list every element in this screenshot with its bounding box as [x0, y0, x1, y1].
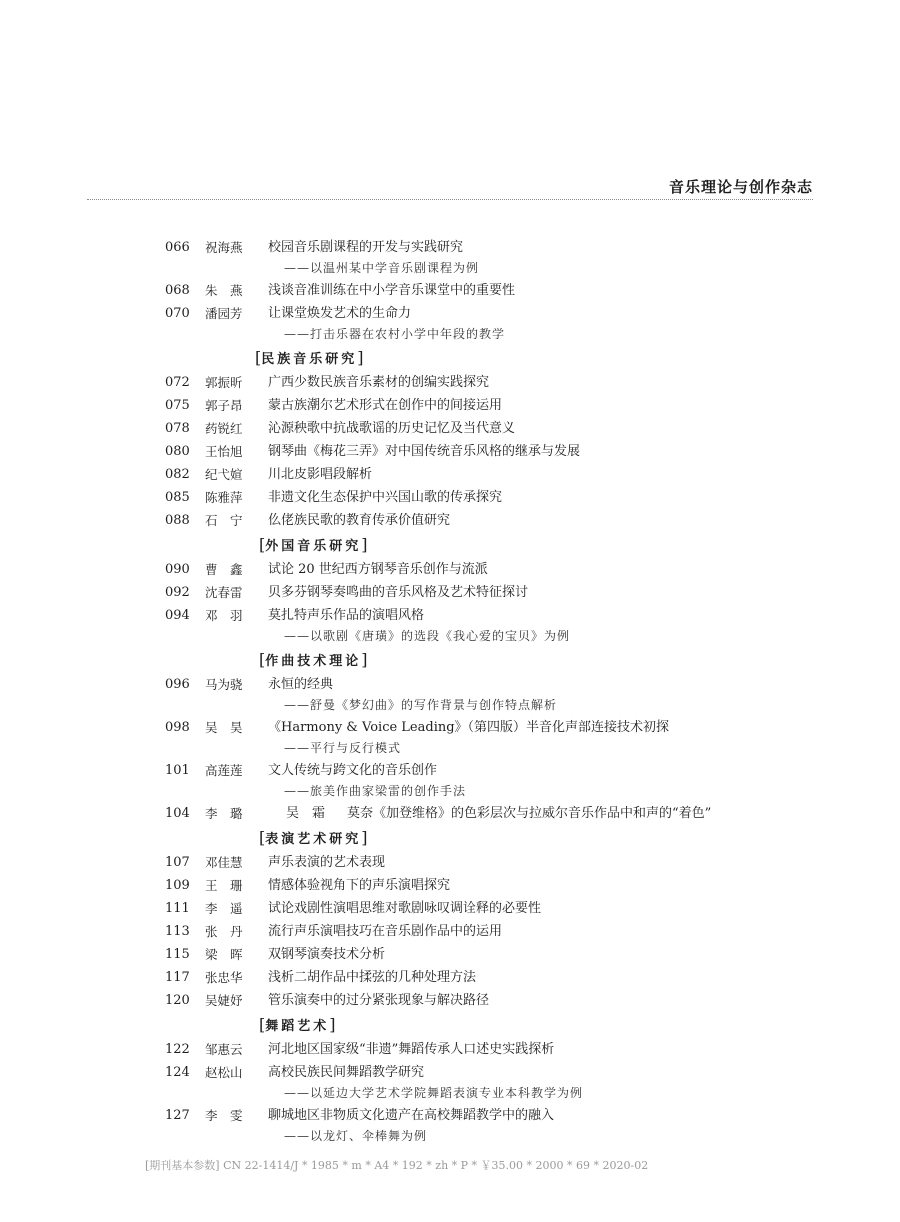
toc-entry	[0, 509, 900, 532]
toc-subtitle-row	[0, 1127, 900, 1147]
toc-entry	[0, 920, 900, 943]
toc-subtitle-row	[0, 259, 900, 279]
bracket-open: [	[259, 828, 266, 847]
author-name: 赵松山	[205, 1065, 243, 1080]
toc-entry	[0, 463, 900, 486]
section-heading-text: 作曲技术理论	[265, 654, 362, 669]
author-name: 高莲莲	[205, 763, 243, 778]
article-title: 双钢琴演奏技术分析	[268, 947, 386, 962]
article-title: 声乐表演的艺术表现	[268, 855, 386, 870]
page-number: 113	[165, 924, 190, 939]
page-number: 082	[165, 467, 190, 482]
toc-entry	[0, 558, 900, 581]
toc-entry	[0, 302, 900, 325]
toc-entry	[0, 802, 900, 825]
author-name: 王 珊	[205, 878, 243, 893]
toc-entry	[0, 371, 900, 394]
author-name: 石 宁	[205, 513, 243, 528]
section-heading-row	[0, 647, 900, 673]
table-of-contents	[0, 236, 900, 1147]
page-number: 117	[165, 970, 190, 985]
author-name: 药锐红	[205, 421, 243, 436]
page-number: 070	[165, 306, 190, 321]
toc-subtitle-row	[0, 782, 900, 802]
section-heading-row	[0, 345, 900, 371]
author-name: 张忠华	[205, 970, 243, 985]
article-title: 莫扎特声乐作品的演唱风格	[268, 608, 425, 623]
article-title: 《Harmony & Voice Leading》（第四版）半音化声部连接技术初探	[268, 720, 670, 735]
section-heading	[255, 345, 364, 373]
toc-subtitle-row	[0, 1084, 900, 1104]
toc-subtitle-row	[0, 739, 900, 759]
article-title: 河北地区国家级“非遗”舞蹈传承人口述史实践探析	[268, 1042, 555, 1057]
article-title: 浅谈音准训练在中小学音乐课堂中的重要性	[268, 283, 516, 298]
author-name: 李 璐	[205, 806, 243, 821]
author-name: 郭子昂	[205, 398, 243, 413]
section-heading-text: 表演艺术研究	[265, 832, 362, 847]
page-number: 088	[165, 513, 190, 528]
toc-entry	[0, 440, 900, 463]
article-title: 沁源秧歌中抗战歌谣的历史记忆及当代意义	[268, 421, 516, 436]
article-title: 流行声乐演唱技巧在音乐剧作品中的运用	[268, 924, 503, 939]
author-name: 朱 燕	[205, 283, 243, 298]
bracket-close: ]	[357, 348, 364, 367]
article-title: 莫奈《加登维格》的色彩层次与拉威尔音乐作品中和声的“着色”	[347, 806, 712, 821]
toc-subtitle-row	[0, 325, 900, 345]
author-name: 纪弋媗	[205, 467, 243, 482]
page-number: 107	[165, 855, 190, 870]
bracket-open: [	[259, 650, 266, 669]
article-subtitle: ——舒曼《梦幻曲》的写作背景与创作特点解析	[284, 698, 558, 712]
article-title: 蒙古族潮尔艺术形式在创作中的间接运用	[268, 398, 503, 413]
author-name: 吴婕妤	[205, 993, 243, 1008]
author-name: 张 丹	[205, 924, 243, 939]
toc-entry	[0, 716, 900, 739]
toc-entry	[0, 874, 900, 897]
article-title: 校园音乐剧课程的开发与实践研究	[268, 240, 464, 255]
toc-subtitle-row	[0, 696, 900, 716]
author-name: 邹惠云	[205, 1042, 243, 1057]
toc-entry	[0, 1061, 900, 1084]
section-heading	[259, 825, 368, 853]
author-name: 梁 晖	[205, 947, 243, 962]
section-heading-text: 舞蹈艺术	[265, 1019, 330, 1034]
bracket-close: ]	[329, 1015, 336, 1034]
article-subtitle: ——平行与反行模式	[284, 741, 402, 755]
toc-subtitle-row	[0, 627, 900, 647]
article-title: 管乐演奏中的过分紧张现象与解决路径	[268, 993, 490, 1008]
toc-entry	[0, 966, 900, 989]
article-title: 永恒的经典	[268, 677, 334, 692]
toc-entry	[0, 897, 900, 920]
author-name: 李 遥	[205, 901, 243, 916]
page-number: 124	[165, 1065, 190, 1080]
page-number: 104	[165, 806, 190, 821]
journal-parameters-footer: [期刊基本参数] CN 22-1414/J * 1985 * m * A4 * 192 * zh * P * ￥35.00 * 2000 * 69 * 2020-02	[145, 1159, 649, 1172]
page-number: 094	[165, 608, 190, 623]
section-heading	[259, 647, 368, 675]
article-title: 贝多芬钢琴奏鸣曲的音乐风格及艺术特征探讨	[268, 585, 529, 600]
toc-entry	[0, 1038, 900, 1061]
author-name: 李 雯	[205, 1108, 243, 1123]
toc-entry	[0, 851, 900, 874]
bracket-open: [	[259, 1015, 266, 1034]
article-title: 试论 20 世纪西方钢琴音乐创作与流派	[268, 562, 488, 577]
author-name: 吴 昊	[205, 720, 243, 735]
page-number: 078	[165, 421, 190, 436]
article-subtitle: ——以温州某中学音乐剧课程为例	[284, 261, 480, 275]
journal-title: 音乐理论与创作杂志	[668, 178, 813, 196]
toc-entry	[0, 417, 900, 440]
page-number: 120	[165, 993, 190, 1008]
author-name: 邓佳慧	[205, 855, 243, 870]
article-subtitle: ——打击乐器在农村小学中年段的教学	[284, 327, 506, 341]
toc-entry	[0, 486, 900, 509]
article-title: 试论戏剧性演唱思维对歌剧咏叹调诠释的必要性	[268, 901, 542, 916]
page-number: 127	[165, 1108, 190, 1123]
author-name: 马为骁	[205, 677, 243, 692]
bracket-close: ]	[361, 535, 368, 554]
article-title: 仫佬族民歌的教育传承价值研究	[268, 513, 451, 528]
section-heading	[259, 1012, 336, 1040]
toc-entry	[0, 943, 900, 966]
toc-entry	[0, 394, 900, 417]
page-number: 092	[165, 585, 190, 600]
bracket-close: ]	[361, 828, 368, 847]
section-heading-row	[0, 1012, 900, 1038]
section-heading-text: 外国音乐研究	[265, 539, 362, 554]
page-number: 066	[165, 240, 190, 255]
bracket-open: [	[259, 535, 266, 554]
article-title: 非遗文化生态保护中兴国山歌的传承探究	[268, 490, 503, 505]
page-number: 085	[165, 490, 190, 505]
section-heading-text: 民族音乐研究	[261, 352, 358, 367]
header-divider	[87, 199, 813, 200]
page-number: 122	[165, 1042, 190, 1057]
author-name: 沈春雷	[205, 585, 243, 600]
toc-entry	[0, 989, 900, 1012]
page-number: 109	[165, 878, 190, 893]
article-title: 聊城地区非物质文化遗产在高校舞蹈教学中的融入	[268, 1108, 555, 1123]
author-name: 邓 羽	[205, 608, 243, 623]
toc-entry	[0, 236, 900, 259]
article-title: 文人传统与跨文化的音乐创作	[268, 763, 438, 778]
author-name: 曹 鑫	[205, 562, 243, 577]
author-name: 祝海燕	[205, 240, 243, 255]
co-author-name: 吴 霜	[286, 806, 326, 821]
author-name: 潘园芳	[205, 306, 243, 321]
page-number: 115	[165, 947, 190, 962]
author-name: 王怡旭	[205, 444, 243, 459]
toc-entry	[0, 279, 900, 302]
article-title: 情感体验视角下的声乐演唱探究	[268, 878, 451, 893]
author-name: 郭振昕	[205, 375, 243, 390]
article-subtitle: ——以龙灯、伞棒舞为例	[284, 1129, 428, 1143]
page-number: 111	[165, 901, 190, 916]
section-heading-row	[0, 532, 900, 558]
article-title: 广西少数民族音乐素材的创编实践探究	[268, 375, 490, 390]
article-subtitle: ——以延边大学艺术学院舞蹈表演专业本科教学为例	[284, 1086, 584, 1100]
article-title: 川北皮影唱段解析	[268, 467, 373, 482]
toc-entry	[0, 581, 900, 604]
article-title: 让课堂焕发艺术的生命力	[268, 306, 412, 321]
toc-entry	[0, 1104, 900, 1127]
page-number: 101	[165, 763, 190, 778]
article-title: 高校民族民间舞蹈教学研究	[268, 1065, 425, 1080]
page-number: 072	[165, 375, 190, 390]
bracket-open: [	[255, 348, 262, 367]
page-number: 075	[165, 398, 190, 413]
toc-entry	[0, 604, 900, 627]
article-subtitle: ——以歌剧《唐璜》的选段《我心爱的宝贝》为例	[284, 629, 571, 643]
section-heading-row	[0, 825, 900, 851]
author-name: 陈雅萍	[205, 490, 243, 505]
article-subtitle: ——旅美作曲家梁雷的创作手法	[284, 784, 467, 798]
toc-entry	[0, 673, 900, 696]
page-number: 098	[165, 720, 190, 735]
section-heading	[259, 532, 368, 560]
page-number: 068	[165, 283, 190, 298]
article-title: 钢琴曲《梅花三弄》对中国传统音乐风格的继承与发展	[268, 444, 581, 459]
page-number: 090	[165, 562, 190, 577]
page-number: 096	[165, 677, 190, 692]
toc-entry	[0, 759, 900, 782]
page-number: 080	[165, 444, 190, 459]
article-title: 浅析二胡作品中揉弦的几种处理方法	[268, 970, 477, 985]
bracket-close: ]	[361, 650, 368, 669]
